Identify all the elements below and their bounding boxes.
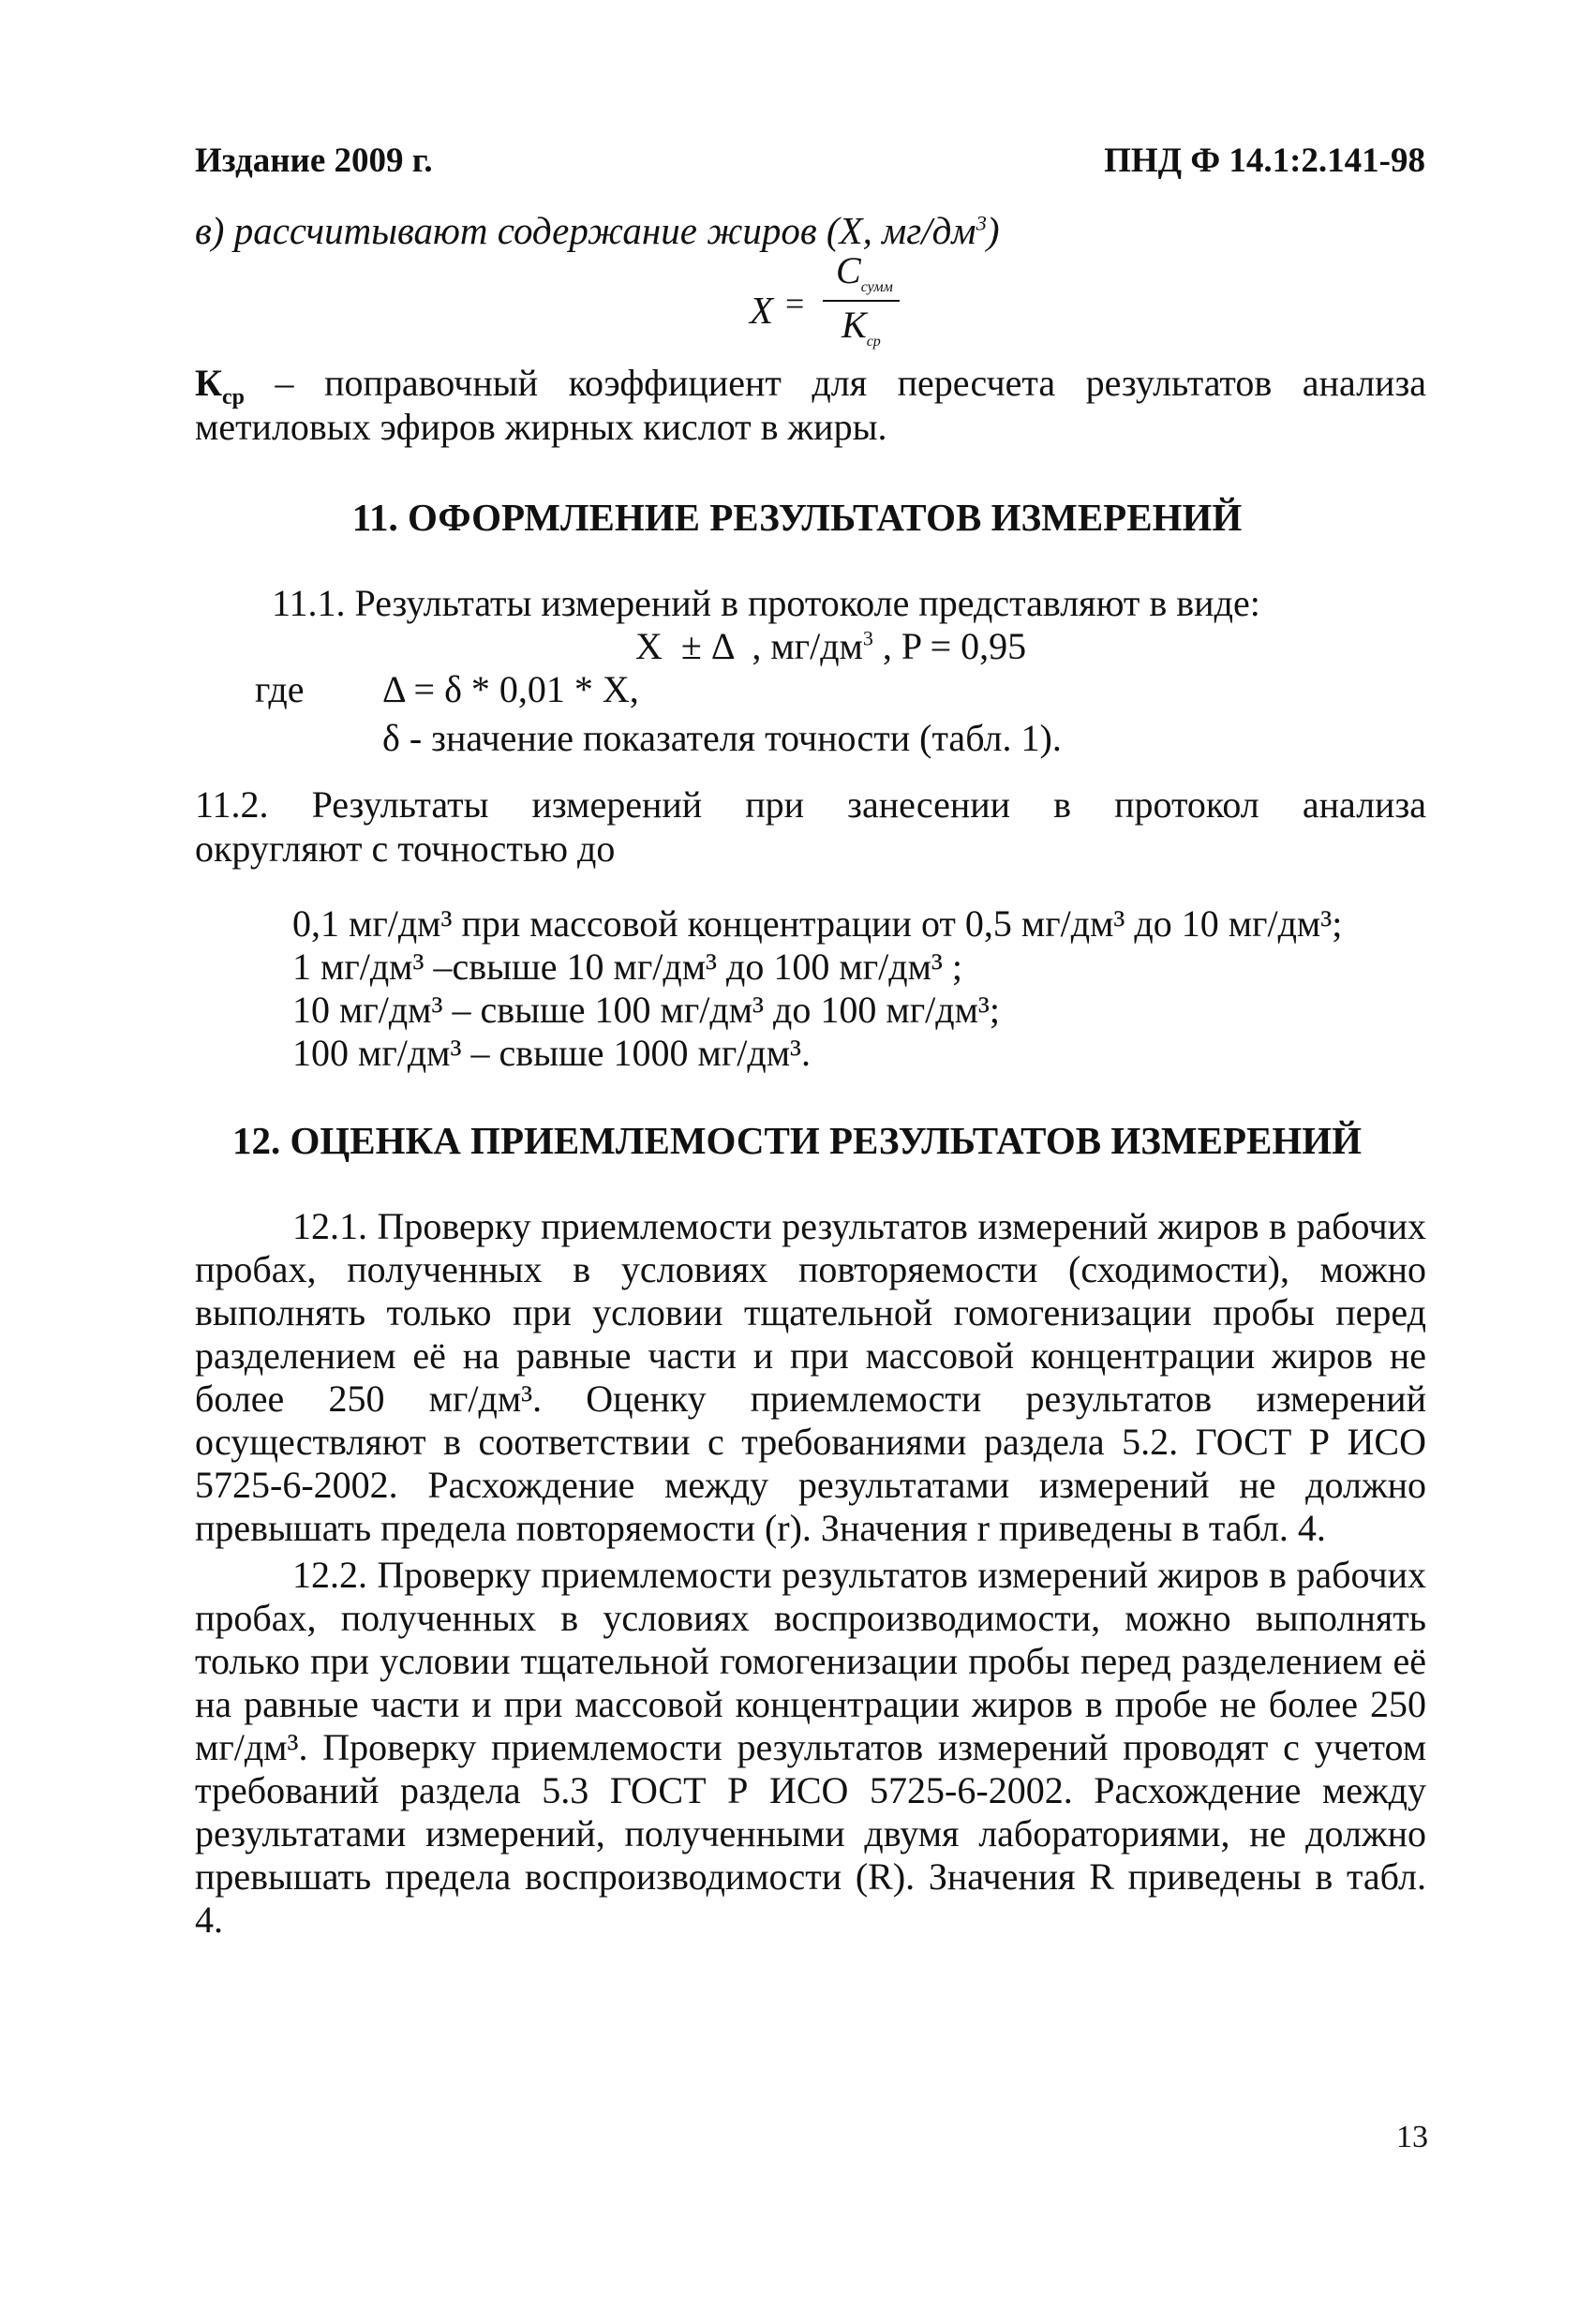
section-12-1-line: 12.1. Проверку приемлемости результатов измерений жиров в рабочих xyxy=(292,1205,1426,1247)
kcp-symbol-sub: ср xyxy=(222,385,246,410)
section-11-title: 11. ОФОРМЛЕНИЕ РЕЗУЛЬТАТОВ ИЗМЕРЕНИЙ xyxy=(351,496,1243,539)
formula-probability: , P = 0,95 xyxy=(872,625,1027,667)
kcp-symbol-main: К xyxy=(195,362,223,404)
section-12-1-line: пробах, полученных в условиях повторяемости (сходимости), можно xyxy=(195,1248,1426,1290)
fat-content-formula xyxy=(750,248,900,351)
section-12-1-line: 5725-6-2002. Расхождение между результатами измерений не должно xyxy=(195,1464,1426,1506)
formula-denominator-main: K xyxy=(842,304,867,346)
formula-numerator-main: C xyxy=(836,249,861,291)
section-12-2-line: мг/дм³. Проверку приемлемости результатов измерений проводят с учетом xyxy=(195,1726,1426,1768)
section-12-2-line: пробах, полученных в условиях воспроизводимости, можно выполнять xyxy=(195,1597,1426,1639)
section-12-2-line: на равные части и при массовой концентрации жиров в пробе не более 250 xyxy=(195,1683,1426,1725)
rounding-rule-3: 10 мг/дм³ – свыше 100 мг/дм³ до 100 мг/дм³; xyxy=(292,989,1000,1031)
section-12-1-line: превышать предела повторяемости (r). Значения r приведены в табл. 4. xyxy=(195,1507,1326,1549)
section-11-2-line2: округляют с точностью до xyxy=(195,827,616,870)
section-12-2-line: требований раздела 5.3 ГОСТ Р ИСО 5725-6-2002. Расхождение между xyxy=(195,1769,1426,1811)
formula-x: X xyxy=(750,289,774,332)
formula-x-delta: X ± Δ , мг/дм xyxy=(635,625,863,667)
formula-numerator-sub: сумм xyxy=(860,279,893,295)
section-11-1-formula xyxy=(635,624,1026,668)
formula-x-delta-sup: 3 xyxy=(862,626,873,650)
step-v-main: в) рассчитывают содержание жиров (X, мг/дм xyxy=(195,209,976,252)
delta-definition: Δ = δ * 0,01 * X, xyxy=(382,668,639,710)
formula-equals: = xyxy=(785,285,805,322)
section-12-1-line: выполнять только при условии тщательной гомогенизации пробы перед xyxy=(195,1291,1426,1333)
rounding-rule-4: 100 мг/дм³ – свыше 1000 мг/дм³. xyxy=(292,1032,812,1074)
step-v-sup: 3 xyxy=(976,211,987,235)
section-12-1-line: разделением её на равные части и при массовой концентрации жиров не xyxy=(195,1334,1426,1377)
rounding-rule-1: 0,1 мг/дм³ при массовой концентрации от 0,5 мг/дм³ до 10 мг/дм³; xyxy=(292,902,1343,945)
section-11-1-text: 11.1. Результаты измерений в протоколе представляют в виде: xyxy=(272,582,1260,624)
section-12-1-line: осуществляют в соответствии с требованиями раздела 5.2. ГОСТ Р ИСО xyxy=(195,1421,1426,1463)
kcp-symbol xyxy=(195,362,246,410)
page-number: 13 xyxy=(1396,2120,1428,2154)
section-11-2-line1: 11.2. Результаты измерений при занесении в протокол анализа xyxy=(195,783,1426,826)
delta-description: δ - значение показателя точности (табл. 1). xyxy=(382,717,1062,759)
formula-numerator xyxy=(836,248,893,296)
rounding-rule-2: 1 мг/дм³ –свыше 10 мг/дм³ до 100 мг/дм³ ; xyxy=(292,946,962,988)
formula-denominator-sub: ср xyxy=(866,334,881,350)
section-12-2-line: превышать предела воспроизводимости (R). Значения R приведены в табл. 4. xyxy=(195,1855,1426,1941)
kcp-line1-text: – поправочный коэффициент для пересчета результатов анализа xyxy=(245,362,1426,404)
step-v-end: ) xyxy=(986,209,1000,252)
formula-denominator xyxy=(842,303,881,350)
where-label: где xyxy=(255,668,305,710)
section-12-2-line: только при условии тщательной гомогенизации пробы перед разделением её xyxy=(195,1640,1426,1682)
header-document-code: ПНД Ф 14.1:2.141-98 xyxy=(1104,142,1425,180)
section-12-1-line: более 250 мг/дм³. Оценку приемлемости результатов измерений xyxy=(195,1378,1426,1420)
section-12-2-line: 12.2. Проверку приемлемости результатов измерений жиров в рабочих xyxy=(292,1554,1426,1596)
section-12-title: 12. ОЦЕНКА ПРИЕМЛЕМОСТИ РЕЗУЛЬТАТОВ ИЗМЕРЕНИЙ xyxy=(231,1119,1363,1162)
kcp-definition-line2: метиловых эфиров жирных кислот в жиры. xyxy=(195,406,887,448)
formula-fraction-bar xyxy=(823,300,900,302)
header-edition: Издание 2009 г. xyxy=(195,142,433,180)
step-v-text xyxy=(195,208,1000,253)
section-12-2-line: результатами измерений, полученными двумя лабораториями, не должно xyxy=(195,1812,1426,1855)
